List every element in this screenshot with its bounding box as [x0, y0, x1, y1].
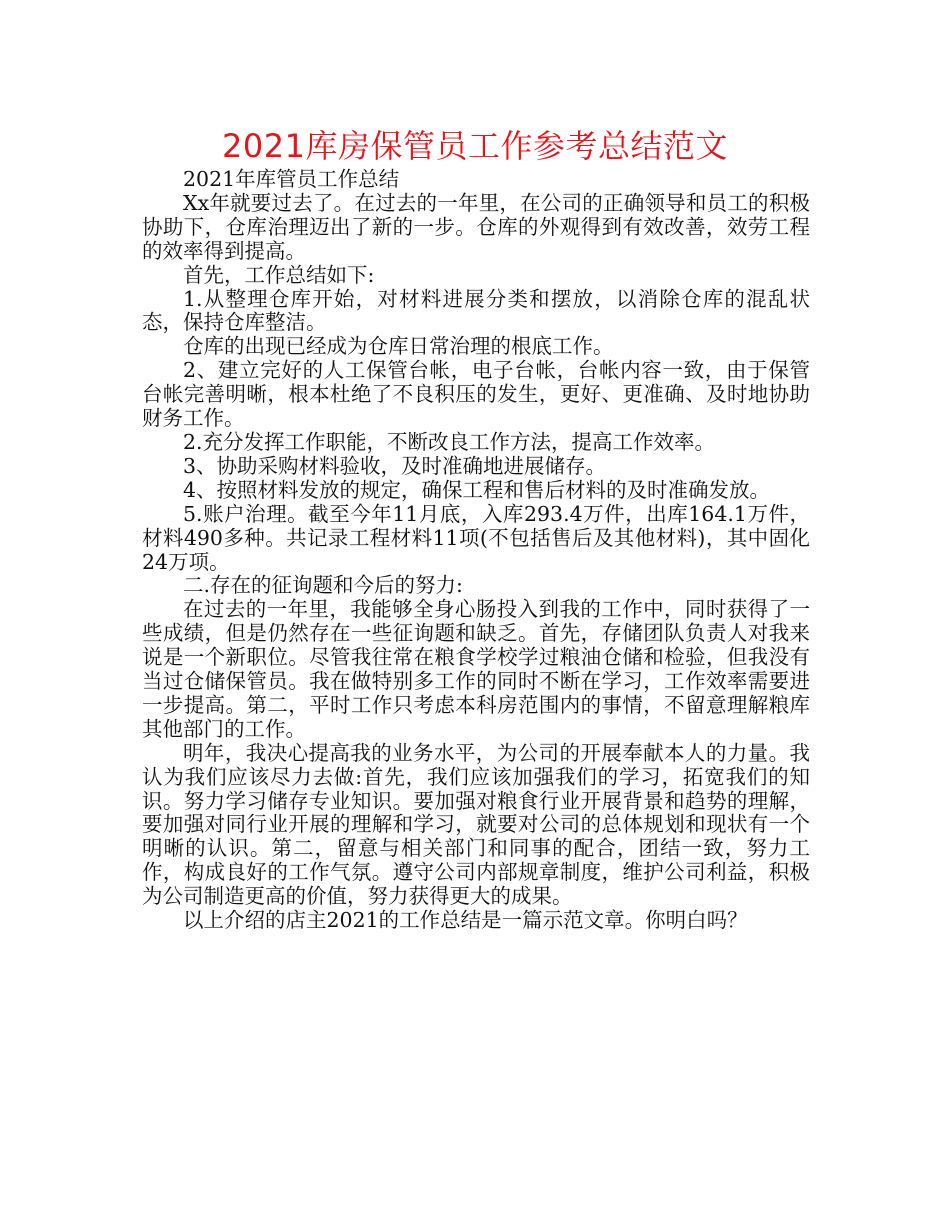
paragraph-next-year: 明年，我决心提高我的业务水平，为公司的开展奉献本人的力量。我认为我们应该尽力去做:首先，我们应该加强我们的学习，拓宽我们的知识。努力学习储存专业知识。要加强对粮食行业开展背景和趋势的理解，要加强对同行业开展的理解和学习，就要对公司的总体规划和现状有一个明晰的认识。第二，留意与相关部门和同事的配合，团结一致，努力工作，构成良好的工作气氛。遵守公司内部规章制度，维护公司利益，积极为公司制造更高的价值，努力获得更大的成果。 — [142, 740, 810, 909]
paragraph-item-2-function: 2.充分发挥工作职能，不断改良工作方法，提高工作效率。 — [183, 429, 716, 454]
paragraph-item-1: 1.从整理仓库开始，对材料进展分类和摆放，以消除仓库的混乱状态，保持仓库整洁。 — [142, 286, 810, 335]
document-title: 2021库房保管员工作参考总结范文 — [222, 127, 728, 165]
document-body — [142, 168, 810, 933]
paragraph-item-5: 5.账户治理。截至今年11月底，入库293.4万件，出库164.1万件，材料490多种。共记录工程材料11项(不包括售后及其他材料)，其中固化24万项。 — [142, 501, 810, 574]
paragraph-intro: Xx年就要过去了。在过去的一年里，在公司的正确领导和员工的积极协助下，仓库治理迈出了新的一步。仓库的外观得到有效改善，效劳工程的效率得到提高。 — [142, 190, 810, 263]
paragraph-closing: 以上介绍的店主2021的工作总结是一篇示范文章。你明白吗？ — [183, 908, 748, 933]
paragraph-problems: 在过去的一年里，我能够全身心肠投入到我的工作中，同时获得了一些成绩，但是仍然存在一些征询题和缺乏。首先，存储团队负责人对我来说是一个新职位。尽管我往常在粮食学校学过粮油仓储和检验，但我没有当过仓储保管员。我在做特别多工作的同时不断在学习，工作效率需要进一步提高。第二，平时工作只考虑本科房范围内的事情，不留意理解粮库其他部门的工作。 — [142, 597, 810, 741]
paragraph-item-3: 3、协助采购材料验收，及时准确地进展储存。 — [183, 453, 607, 478]
paragraph-item-2-ledger: 2、建立完好的人工保管台帐，电子台帐，台帐内容一致，由于保管台帐完善明晰，根本杜绝了不良积压的发生，更好、更准确、及时地协助财务工作。 — [142, 358, 810, 431]
paragraph-problems-heading: 二.存在的征询题和今后的努力: — [183, 573, 463, 598]
paragraph-item-4: 4、按照材料发放的规定，确保工程和售后材料的及时准确发放。 — [183, 477, 771, 502]
paragraph-summary-heading: 首先，工作总结如下: — [183, 262, 375, 287]
paragraph-subtitle: 2021年库管员工作总结 — [183, 167, 400, 191]
paragraph-warehouse-basis: 仓库的出现已经成为仓库日常治理的根底工作。 — [183, 334, 614, 359]
